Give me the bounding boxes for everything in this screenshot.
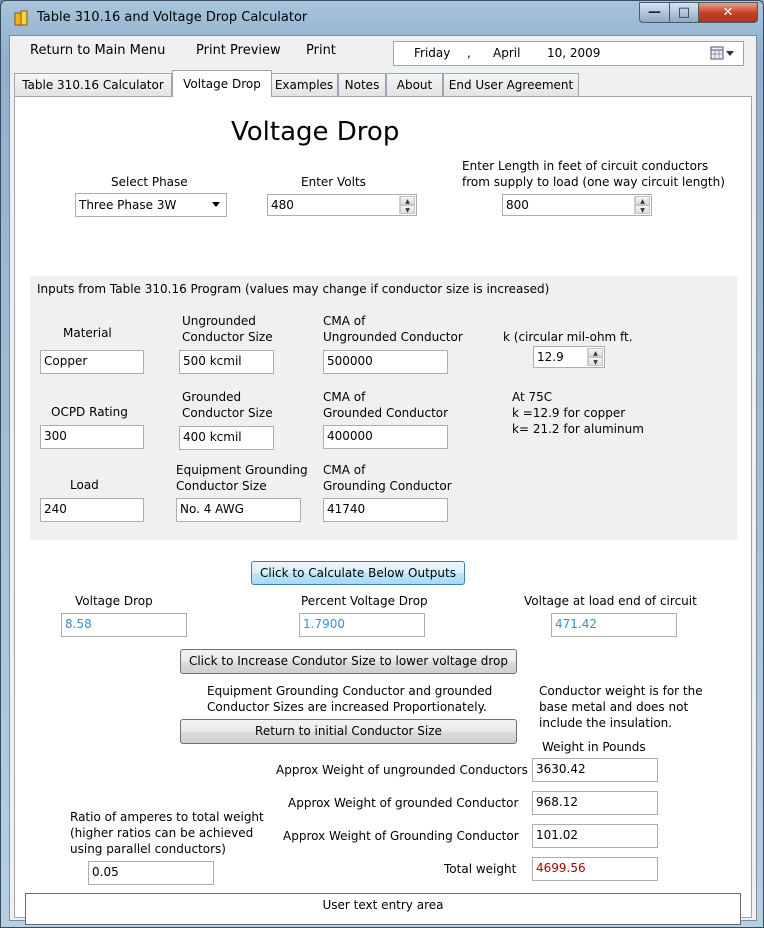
ratio-label-line2: (higher ratios can be achieved: [70, 826, 254, 840]
load-end-voltage-output: 471.42: [551, 613, 677, 637]
egc-size-label-line1: Equipment Grounding: [176, 463, 308, 477]
cma-ungrounded-field[interactable]: 500000: [323, 350, 448, 374]
increase-size-button[interactable]: Click to Increase Condutor Size to lower voltage drop: [180, 649, 517, 674]
percent-drop-label: Percent Voltage Drop: [301, 594, 428, 608]
date-month: April: [493, 46, 521, 60]
title-bar[interactable]: [1, 1, 763, 35]
load-label: Load: [70, 478, 99, 492]
minimize-button[interactable]: [639, 2, 670, 23]
date-day: Friday: [414, 46, 451, 60]
weight-note-line3: include the insulation.: [539, 716, 673, 730]
ratio-label-line3: using parallel conductors): [70, 842, 226, 856]
ungrounded-size-field[interactable]: 500 kcmil: [179, 350, 274, 374]
phase-label: Select Phase: [111, 175, 188, 189]
ungrounded-size-label-line1: Ungrounded: [182, 314, 256, 328]
spin-down-icon[interactable]: ▼: [588, 357, 603, 366]
date-separator: ,: [467, 46, 471, 60]
close-button[interactable]: [698, 2, 758, 23]
volts-value: 480: [271, 198, 294, 212]
k-spinner[interactable]: [587, 348, 603, 366]
proportional-note-line1: Equipment Grounding Conductor and grounded: [207, 684, 493, 698]
weight-egc-output: 101.02: [532, 824, 658, 848]
client-area: [9, 35, 757, 921]
load-field[interactable]: 240: [40, 498, 144, 522]
grounded-size-label-line1: Grounded: [182, 390, 242, 404]
close-icon: ✕: [722, 5, 734, 20]
weight-header: Weight in Pounds: [542, 740, 646, 754]
calculate-button[interactable]: Click to Calculate Below Outputs: [251, 561, 465, 585]
minimize-icon: —: [648, 5, 661, 20]
voltage-drop-page: [14, 96, 752, 918]
cma-grounded-field[interactable]: 400000: [323, 425, 448, 449]
ratio-label-line1: Ratio of amperes to total weight: [70, 810, 264, 824]
weight-grounded-output: 968.12: [532, 791, 658, 815]
spin-up-icon[interactable]: ▲: [635, 196, 650, 205]
proportional-note-line2: Conductor Sizes are increased Proportionately.: [207, 700, 487, 714]
tab-voltage-drop[interactable]: Voltage Drop: [172, 70, 272, 97]
tab-strip: [10, 72, 756, 98]
k-note-line3: k= 21.2 for aluminum: [512, 422, 644, 436]
date-picker[interactable]: [393, 41, 744, 66]
spin-down-icon[interactable]: ▼: [400, 205, 415, 214]
inputs-caption: Inputs from Table 310.16 Program (values may change if conductor size is increased): [37, 282, 550, 296]
material-label: Material: [63, 326, 112, 340]
date-date: 10, 2009: [547, 46, 601, 60]
weight-grounded-label: Approx Weight of grounded Conductor: [288, 796, 519, 810]
weight-ungrounded-output: 3630.42: [532, 758, 658, 782]
tab-table-calculator[interactable]: Table 310.16 Calculator: [14, 73, 172, 96]
ocpd-label: OCPD Rating: [51, 405, 128, 419]
voltage-drop-label: Voltage Drop: [75, 594, 153, 608]
grounded-size-field[interactable]: 400 kcmil: [179, 426, 274, 450]
user-text-entry-area[interactable]: User text entry area: [25, 893, 741, 925]
k-note-line1: At 75C: [512, 390, 553, 404]
egc-size-label-line2: Conductor Size: [176, 479, 267, 493]
cma-egc-label-line2: Grounding Conductor: [323, 479, 452, 493]
material-field[interactable]: Copper: [40, 350, 144, 374]
ocpd-field[interactable]: 300: [40, 425, 144, 449]
length-label-line2: from supply to load (one way circuit length): [462, 175, 725, 189]
cma-grounded-label-line2: Grounded Conductor: [323, 406, 449, 420]
maximize-button[interactable]: [669, 2, 699, 23]
cma-ungrounded-label-line2: Ungrounded Conductor: [323, 330, 463, 344]
inputs-group: [30, 276, 737, 540]
ratio-output: 0.05: [88, 861, 214, 885]
menu-print-preview[interactable]: Print Preview: [196, 43, 281, 58]
ungrounded-size-label-line2: Conductor Size: [182, 330, 273, 344]
app-icon: [13, 10, 29, 26]
page-title: Voltage Drop: [231, 117, 400, 147]
weight-egc-label: Approx Weight of Grounding Conductor: [283, 829, 519, 843]
length-label-line1: Enter Length in feet of circuit conductors: [462, 159, 709, 173]
calendar-dropdown-icon[interactable]: [710, 46, 736, 60]
tab-examples[interactable]: Examples: [270, 73, 338, 96]
percent-drop-output: 1.7900: [299, 613, 425, 637]
length-value: 800: [506, 198, 529, 212]
menu-return-main[interactable]: Return to Main Menu: [30, 43, 166, 58]
length-spinner[interactable]: [634, 196, 650, 214]
chevron-down-icon[interactable]: [212, 202, 220, 207]
weight-ungrounded-label: Approx Weight of ungrounded Conductors: [276, 763, 528, 777]
k-note-line2: k =12.9 for copper: [512, 406, 626, 420]
k-label: k (circular mil-ohm ft.: [503, 330, 633, 344]
return-initial-size-button[interactable]: Return to initial Conductor Size: [180, 719, 517, 744]
spin-up-icon[interactable]: ▲: [588, 348, 603, 357]
volts-label: Enter Volts: [301, 175, 366, 189]
cma-egc-field[interactable]: 41740: [323, 498, 448, 522]
length-input[interactable]: [502, 194, 652, 216]
phase-select-value: Three Phase 3W: [79, 198, 177, 212]
weight-note-line2: base metal and does not: [539, 700, 689, 714]
cma-egc-label-line1: CMA of: [323, 463, 366, 477]
total-weight-label: Total weight: [444, 862, 517, 876]
spin-up-icon[interactable]: ▲: [400, 196, 415, 205]
spin-down-icon[interactable]: ▼: [635, 205, 650, 214]
k-value: 12.9: [537, 350, 564, 364]
tab-about[interactable]: About: [386, 73, 443, 96]
volts-spinner[interactable]: [399, 196, 415, 214]
volts-input[interactable]: [267, 194, 417, 216]
egc-size-field[interactable]: No. 4 AWG: [176, 498, 301, 522]
weight-note-line1: Conductor weight is for the: [539, 684, 703, 698]
cma-grounded-label-line1: CMA of: [323, 390, 366, 404]
window-title: Table 310.16 and Voltage Drop Calculator: [37, 10, 308, 25]
tab-notes[interactable]: Notes: [338, 73, 386, 96]
phase-select[interactable]: [75, 193, 227, 217]
voltage-drop-output: 8.58: [61, 613, 187, 637]
total-weight-output: 4699.56: [532, 857, 658, 881]
tab-end-user-agreement[interactable]: End User Agreement: [443, 73, 579, 96]
cma-ungrounded-label-line1: CMA of: [323, 314, 366, 328]
grounded-size-label-line2: Conductor Size: [182, 406, 273, 420]
k-input[interactable]: [533, 346, 605, 368]
maximize-icon: □: [677, 5, 691, 20]
menu-print[interactable]: Print: [306, 43, 336, 58]
load-end-voltage-label: Voltage at load end of circuit: [524, 594, 697, 608]
